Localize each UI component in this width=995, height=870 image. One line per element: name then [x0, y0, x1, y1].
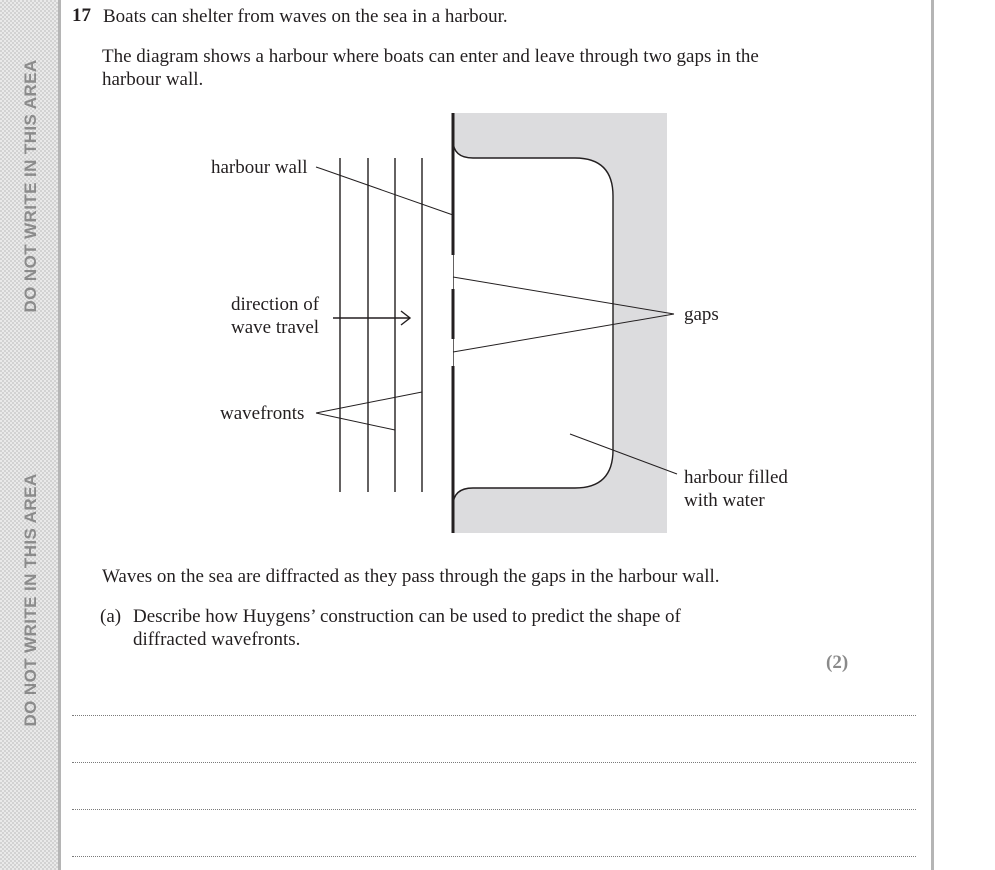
question-intro: Boats can shelter from waves on the sea in a harbour.: [103, 6, 508, 27]
margin-warning-top: DO NOT WRITE IN THIS AREA: [21, 59, 40, 313]
answer-line[interactable]: [72, 715, 916, 716]
question-statement: Waves on the sea are diffracted as they pass through the gaps in the harbour wall.: [102, 566, 720, 587]
wavefronts-leader-lower: [316, 413, 395, 430]
part-a-label: (a): [100, 606, 122, 627]
harbour-basin: [453, 140, 613, 506]
part-a-marks: (2): [826, 652, 849, 673]
diagram-description: The diagram shows a harbour where boats can enter and leave through two gaps in the harbour wall.: [102, 46, 759, 90]
answer-line[interactable]: [72, 809, 916, 810]
label-direction-line2: wave travel: [231, 317, 320, 338]
harbour-wall-leader: [316, 167, 453, 215]
label-direction-line1: direction of: [231, 294, 320, 315]
label-gaps: gaps: [684, 304, 719, 325]
label-harbour-line1: harbour filled: [684, 467, 788, 488]
answer-line[interactable]: [72, 762, 916, 763]
margin-warning-bottom: DO NOT WRITE IN THIS AREA: [21, 473, 40, 727]
answer-line[interactable]: [72, 856, 916, 857]
label-harbour-line2: with water: [684, 490, 765, 511]
wavefronts-leader-upper: [316, 392, 422, 413]
part-a-text: Describe how Huygens’ construction can be used to predict the shape of diffracted wavefronts.: [133, 606, 681, 650]
label-harbour-wall: harbour wall: [211, 157, 308, 178]
label-wavefronts: wavefronts: [220, 403, 305, 424]
question-number: 17: [72, 5, 91, 26]
